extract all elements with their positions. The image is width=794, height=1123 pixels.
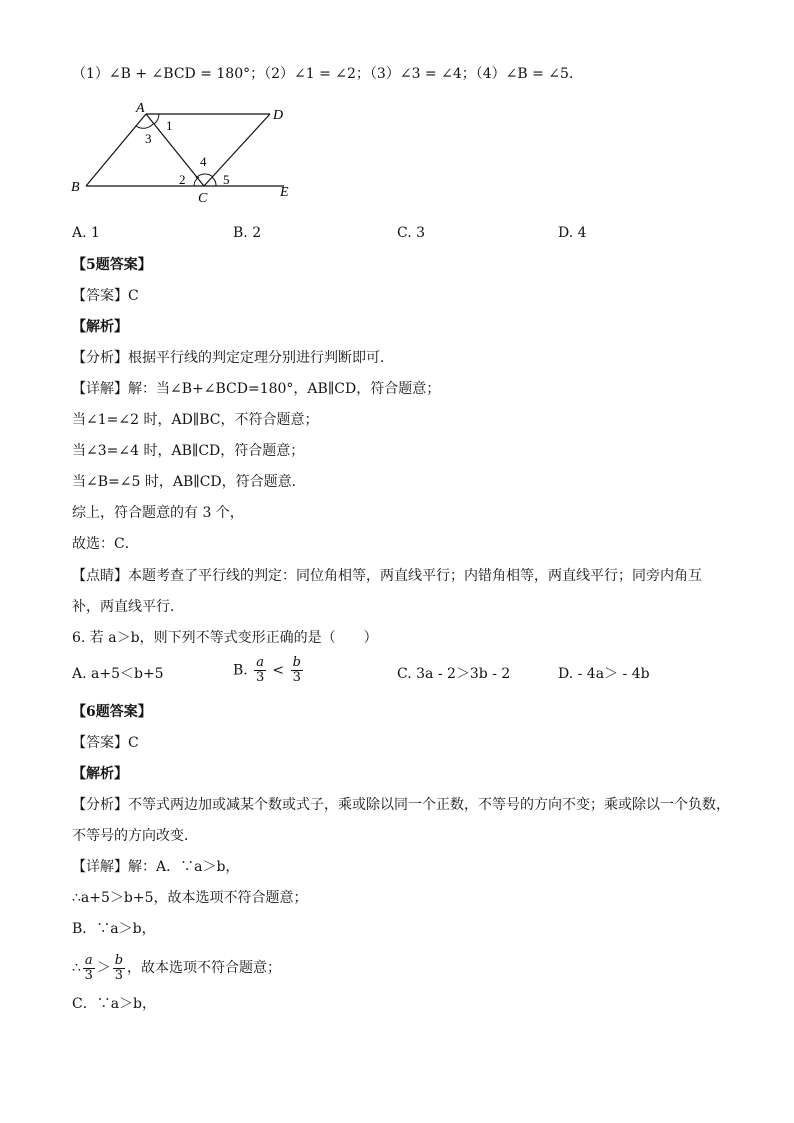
parallelogram-figure: [66, 96, 326, 206]
q6-answer-header: 【6题答案】: [72, 704, 152, 720]
angle-5: 5: [223, 172, 230, 187]
fraction-denominator: 3: [292, 670, 301, 685]
fraction-b-over-3: [291, 656, 303, 685]
q5-detail-4: 当∠B=∠5 时，AB∥CD，符合题意．: [72, 474, 306, 490]
less-than-sign: <: [272, 662, 285, 679]
q5-option-a: A. 1: [72, 225, 100, 241]
q5-option-d: D. 4: [558, 225, 587, 241]
q5-detail-6: 故选：C．: [72, 536, 139, 552]
q6-option-b-label: B.: [233, 662, 248, 679]
fraction-a-over-3: [254, 656, 266, 685]
angle-4: 4: [200, 154, 207, 169]
q5-conditions: （1）∠B + ∠BCD = 180°；（2）∠1 = ∠2；（3）∠3 = ∠4；（4）∠B = ∠5．: [72, 66, 583, 82]
point-A: A: [136, 101, 145, 116]
q6-fenxi-1: 【分析】不等式两边加或减某个数或式子，乘或除以同一个正数，不等号的方向不变；乘或除以一个负数，: [72, 797, 730, 813]
q5-detail-2: 当∠1=∠2 时，AD∥BC，不符合题意；: [72, 412, 319, 428]
q5-detail-1: 【详解】解：当∠B+∠BCD=180°，AB∥CD，符合题意；: [72, 381, 441, 397]
q5-option-b: B. 2: [233, 225, 262, 241]
fraction-denominator: 3: [255, 670, 265, 685]
fraction-numerator: b: [114, 952, 124, 968]
point-B: B: [71, 180, 80, 195]
q5-option-c: C. 3: [397, 225, 426, 241]
q5-detail-5: 综上，符合题意的有 3 个，: [72, 505, 244, 521]
q5-answer-header: 【5题答案】: [72, 257, 152, 273]
fraction-a-over-3: [83, 954, 95, 983]
q6-detail-1: 【详解】解：A．∵a＞b，: [72, 859, 240, 875]
q5-analysis-header: 【解析】: [72, 319, 128, 335]
fraction-denominator: 3: [114, 967, 123, 983]
q6-detail-4: [72, 950, 281, 986]
q6-detail-2: ∴a+5＞b+5，故本选项不符合题意；: [72, 890, 308, 906]
q6-option-a: A. a+5＜b+5: [72, 666, 164, 682]
angle-2: 2: [179, 172, 186, 187]
point-C: C: [198, 191, 208, 206]
angle-3: 3: [145, 131, 152, 146]
fraction-numerator: a: [84, 952, 93, 968]
q6-answer: 【答案】C: [72, 735, 139, 751]
q6-detail-5: C．∵a＞b，: [72, 996, 157, 1012]
q5-answer: 【答案】C: [72, 288, 139, 304]
q5-dianjing-1: 【点睛】本题考查了平行线的判定：同位角相等，两直线平行；内错角相等，两直线平行；同旁内角互: [72, 568, 702, 584]
q5-detail-3: 当∠3=∠4 时，AB∥CD，符合题意；: [72, 443, 305, 459]
fraction-numerator: a: [256, 655, 264, 670]
fraction-b-over-3: [113, 954, 125, 983]
detail-4-suffix: ，故本选项不符合题意；: [127, 960, 282, 976]
fraction-denominator: 3: [84, 967, 93, 983]
q6-detail-3: B．∵a＞b，: [72, 921, 156, 937]
point-D: D: [273, 108, 284, 123]
q6-fenxi-2: 不等号的方向改变．: [72, 828, 198, 844]
q6-option-d: D. - 4a＞ - 4b: [558, 666, 650, 682]
q6-option-b: [233, 656, 305, 685]
point-E: E: [280, 185, 289, 200]
greater-than-sign: ＞: [96, 960, 111, 976]
q5-dianjing-2: 补，两直线平行．: [72, 599, 184, 615]
q6-question: 6. 若 a＞b，则下列不等式变形正确的是（ ）: [72, 630, 378, 646]
q6-analysis-header: 【解析】: [72, 766, 128, 782]
q5-fenxi: 【分析】根据平行线的判定定理分别进行判断即可．: [72, 350, 394, 366]
q6-option-c: C. 3a - 2＞3b - 2: [397, 666, 511, 682]
angle-1: 1: [166, 118, 173, 133]
therefore-symbol: ∴: [72, 960, 81, 976]
fraction-numerator: b: [292, 655, 301, 670]
